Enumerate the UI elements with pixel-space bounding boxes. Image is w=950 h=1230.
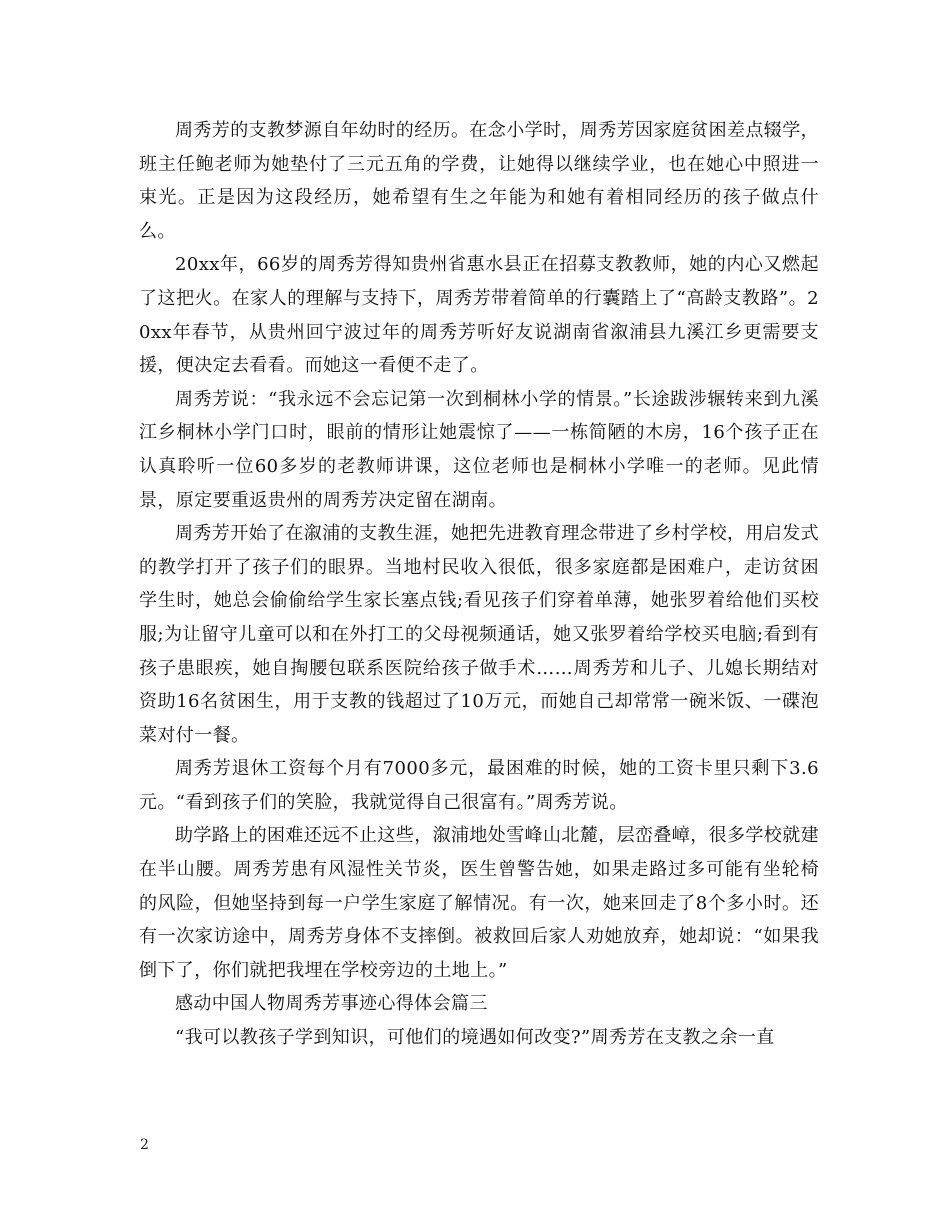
paragraph-difficulties: 助学路上的困难还远不止这些，溆浦地处雪峰山北麓，层峦叠嶂，很多学校就建在半山腰。周秀芳患有风湿性关节炎，医生曾警告她，如果走路过多可能有坐轮椅的风险，但她坚持到每一户学生家庭了解情况。有一次，她来回走了8个多小时。还有一次家访途中，周秀芳身体不支摔倒。被救回后家人劝她放弃，她却说：“如果我倒下了，你们就把我埋在学校旁边的土地上。”: [139, 825, 819, 981]
paragraph-tonglin-school: 周秀芳说：“我永远不会忘记第一次到桐林小学的情景。”长途跋涉辗转来到九溪江乡桐林小学门口时，眼前的情形让她震惊了——一栋简陋的木房，16个孩子正在认真聆听一位60多岁的老教师讲课，这位老师也是桐林小学唯一的老师。见此情景，原定要重返贵州的周秀芳决定留在湖南。: [139, 388, 819, 511]
paragraph-retirement-salary: 周秀芳退休工资每个月有7000多元，最困难的时候，她的工资卡里只剩下3.6元。“看到孩子们的笑脸，我就觉得自己很富有。”周秀芳说。: [139, 758, 819, 813]
page-number: 2: [140, 1137, 149, 1153]
section-heading: 感动中国人物周秀芳事迹心得体会篇三: [175, 993, 488, 1015]
paragraph-closing: “我可以教孩子学到知识，可他们的境遇如何改变?”周秀芳在支教之余一直: [175, 1027, 775, 1049]
paragraph-xupu-career: 周秀芳开始了在溆浦的支教生涯，她把先进教育理念带进了乡村学校，用启发式的教学打开了孩子们的眼界。当地村民收入很低，很多家庭都是困难户，走访贫困学生时，她总会偷偷给学生家长塞点钱;看见孩子们穿着单薄，她张罗着给他们买校服;为让留守儿童可以和在外打工的父母视频通话，她又张罗着给学校买电脑;看到有孩子患眼疾，她自掏腰包联系医院给孩子做手术……周秀芳和儿子、儿媳长期结对资助16名贫困生，用于支教的钱超过了10万元，而她自己却常常一碗米饭、一碟泡菜对付一餐。: [139, 523, 819, 746]
paragraph-guizhou-teaching: 20xx年，66岁的周秀芳得知贵州省惠水县正在招募支教教师，她的内心又燃起了这把火。在家人的理解与支持下，周秀芳带着简单的行囊踏上了“高龄支教路”。20xx年春节，从贵州回宁波过年的周秀芳听好友说湖南省溆浦县九溪江乡更需要支援，便决定去看看。而她这一看便不走了。: [139, 254, 819, 377]
document-body: [139, 114, 819, 1055]
paragraph-origin-of-dream: 周秀芳的支教梦源自年幼时的经历。在念小学时，周秀芳因家庭贫困差点辍学，班主任鲍老师为她垫付了三元五角的学费，让她得以继续学业，也在她心中照进一束光。正是因为这段经历，她希望有生之年能为和她有着相同经历的孩子做点什么。: [139, 120, 819, 242]
